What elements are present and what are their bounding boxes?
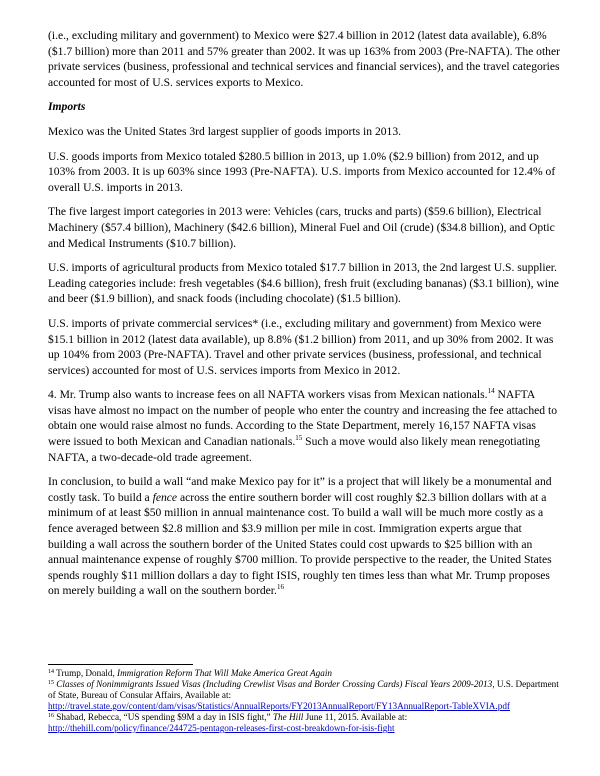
- imports-heading: Imports: [48, 100, 86, 114]
- footnotes-section: [48, 664, 560, 734]
- footnote-number: 16: [48, 713, 54, 719]
- fence-emphasis: fence: [152, 490, 178, 504]
- footnote-author: Shabad, Rebecca, “US spending $9M a day in ISIS fight,”: [54, 712, 273, 722]
- footnote-publication: The Hill: [272, 712, 304, 722]
- footnote-date: June 11, 2015. Available at:: [303, 712, 408, 722]
- nafta-visas-text-2: NAFTA visas have almost no impact on the number of people who enter the country and increasing the fee attached to obtain one would raise almost no funds. According to the State Department, merely 16,157 NAFTA visas were issued to both Mexican and Canadian nationals.: [48, 388, 557, 449]
- footnote-ref-15[interactable]: 15: [295, 434, 303, 443]
- conclusion-text-1: In conclusion, to build a wall “and make Mexico pay for it” is a project that will likely be a monumental and costly task. To build a: [48, 475, 552, 504]
- goods-imports-paragraph: U.S. goods imports from Mexico totaled $280.5 billion in 2013, up 1.0% ($2.9 billion) from 2012, and up 103% from 2003. It is up 603% since 1993 (Pre-NAFTA). U.S. imports from Mexico accounted for 12.4% of overall U.S. imports in 2013.: [48, 149, 556, 194]
- footnote-link[interactable]: http://travel.state.gov/content/dam/visas/Statistics/AnnualReports/FY2013AnnualReport/FY13AnnualReport-TableXVIA.pdf: [48, 701, 510, 711]
- nafta-visas-paragraph: [48, 387, 560, 465]
- services-imports-paragraph: U.S. imports of private commercial services* (i.e., excluding military and government) from Mexico were $15.1 billion in 2012 (latest data available), up 8.8% ($1.2 billion) from 2011, and up 30% from 2002. It was up 104% from 2003 (Pre-NAFTA). Travel and other private services (business, professional, and technical services) accounted for most of U.S. services imports from Mexico in 2012.: [48, 316, 554, 377]
- footnote-16: [48, 712, 560, 734]
- document-page: [48, 28, 560, 608]
- nafta-visas-text-3: Such a move would also likely mean renegotiating NAFTA, a two-decade-old trade agreement.: [48, 435, 540, 464]
- footnote-15: [48, 679, 560, 712]
- footnote-number: 15: [48, 680, 54, 686]
- footnote-link[interactable]: http://thehill.com/policy/finance/244725-pentagon-releases-first-cost-breakdown-for-isis-fight: [48, 723, 395, 733]
- agricultural-imports-paragraph: U.S. imports of agricultural products from Mexico totaled $17.7 billion in 2013, the 2nd largest U.S. supplier. Leading categories include: fresh vegetables ($4.6 billion), fresh fruit (excluding bananas) ($3.1 billion), wine and beer ($1.9 billion), and snack foods (including chocolate) ($1.5 billion).: [48, 261, 559, 306]
- nafta-visas-text-1: 4. Mr. Trump also wants to increase fees on all NAFTA workers visas from Mexican nationals.: [48, 388, 488, 402]
- third-largest-supplier-paragraph: Mexico was the United States 3rd largest supplier of goods imports in 2013.: [48, 124, 402, 138]
- footnote-14: [48, 668, 560, 679]
- footnote-ref-14[interactable]: 14: [487, 387, 495, 396]
- footnote-number: 14: [48, 669, 54, 675]
- footnote-divider: [48, 664, 193, 665]
- footnote-source: , U.S. Department of State, Bureau of Consular Affairs, Available at:: [48, 679, 559, 700]
- conclusion-paragraph: [48, 474, 560, 599]
- import-categories-paragraph: The five largest import categories in 2013 were: Vehicles (cars, trucks and parts) ($59.6 billion), Electrical Machinery ($57.4 billion), Machinery ($42.6 billion), Mineral Fuel and Oil (crude) ($34.8 billion), and Optic and Medical Instruments ($10.7 billion).: [48, 205, 555, 250]
- footnote-title: Immigration Reform That Will Make America Great Again: [117, 668, 332, 678]
- footnote-author: Trump, Donald,: [54, 668, 118, 678]
- conclusion-text-2: across the entire southern border will cost roughly $2.3 billion dollars with at a minimum of at least $50 million in annual maintenance cost. To build a wall will be much more costly as a fence averaged between $2.8 million and $3.9 million per mile in cost. Immigration experts argue that building a wall across the southern border of the United States could cost upwards to $25 billion with an annual maintenance expense of roughly $700 million. To provide perspective to the reader, the United States spends roughly $11 million dollars a day to fight ISIS, roughly ten times less than what Mr. Trump proposes on merely building a wall on the southern border.: [48, 490, 552, 598]
- services-exports-paragraph: (i.e., excluding military and government) to Mexico were $27.4 billion in 2012 (latest data available), 6.8% ($1.7 billion) more than 2011 and 57% greater than 2002. It was up 163% from 2003 (Pre-NAFTA). The other private services (business, professional and technical services and financial services), and the travel categories accounted for most of U.S. services exports to Mexico.: [48, 29, 560, 89]
- footnote-ref-16[interactable]: 16: [276, 583, 284, 592]
- footnote-title: Classes of Nonimmigrants Issued Visas (Including Crewlist Visas and Border Crossing Cards) Fiscal Years 2009-2013: [54, 679, 493, 689]
